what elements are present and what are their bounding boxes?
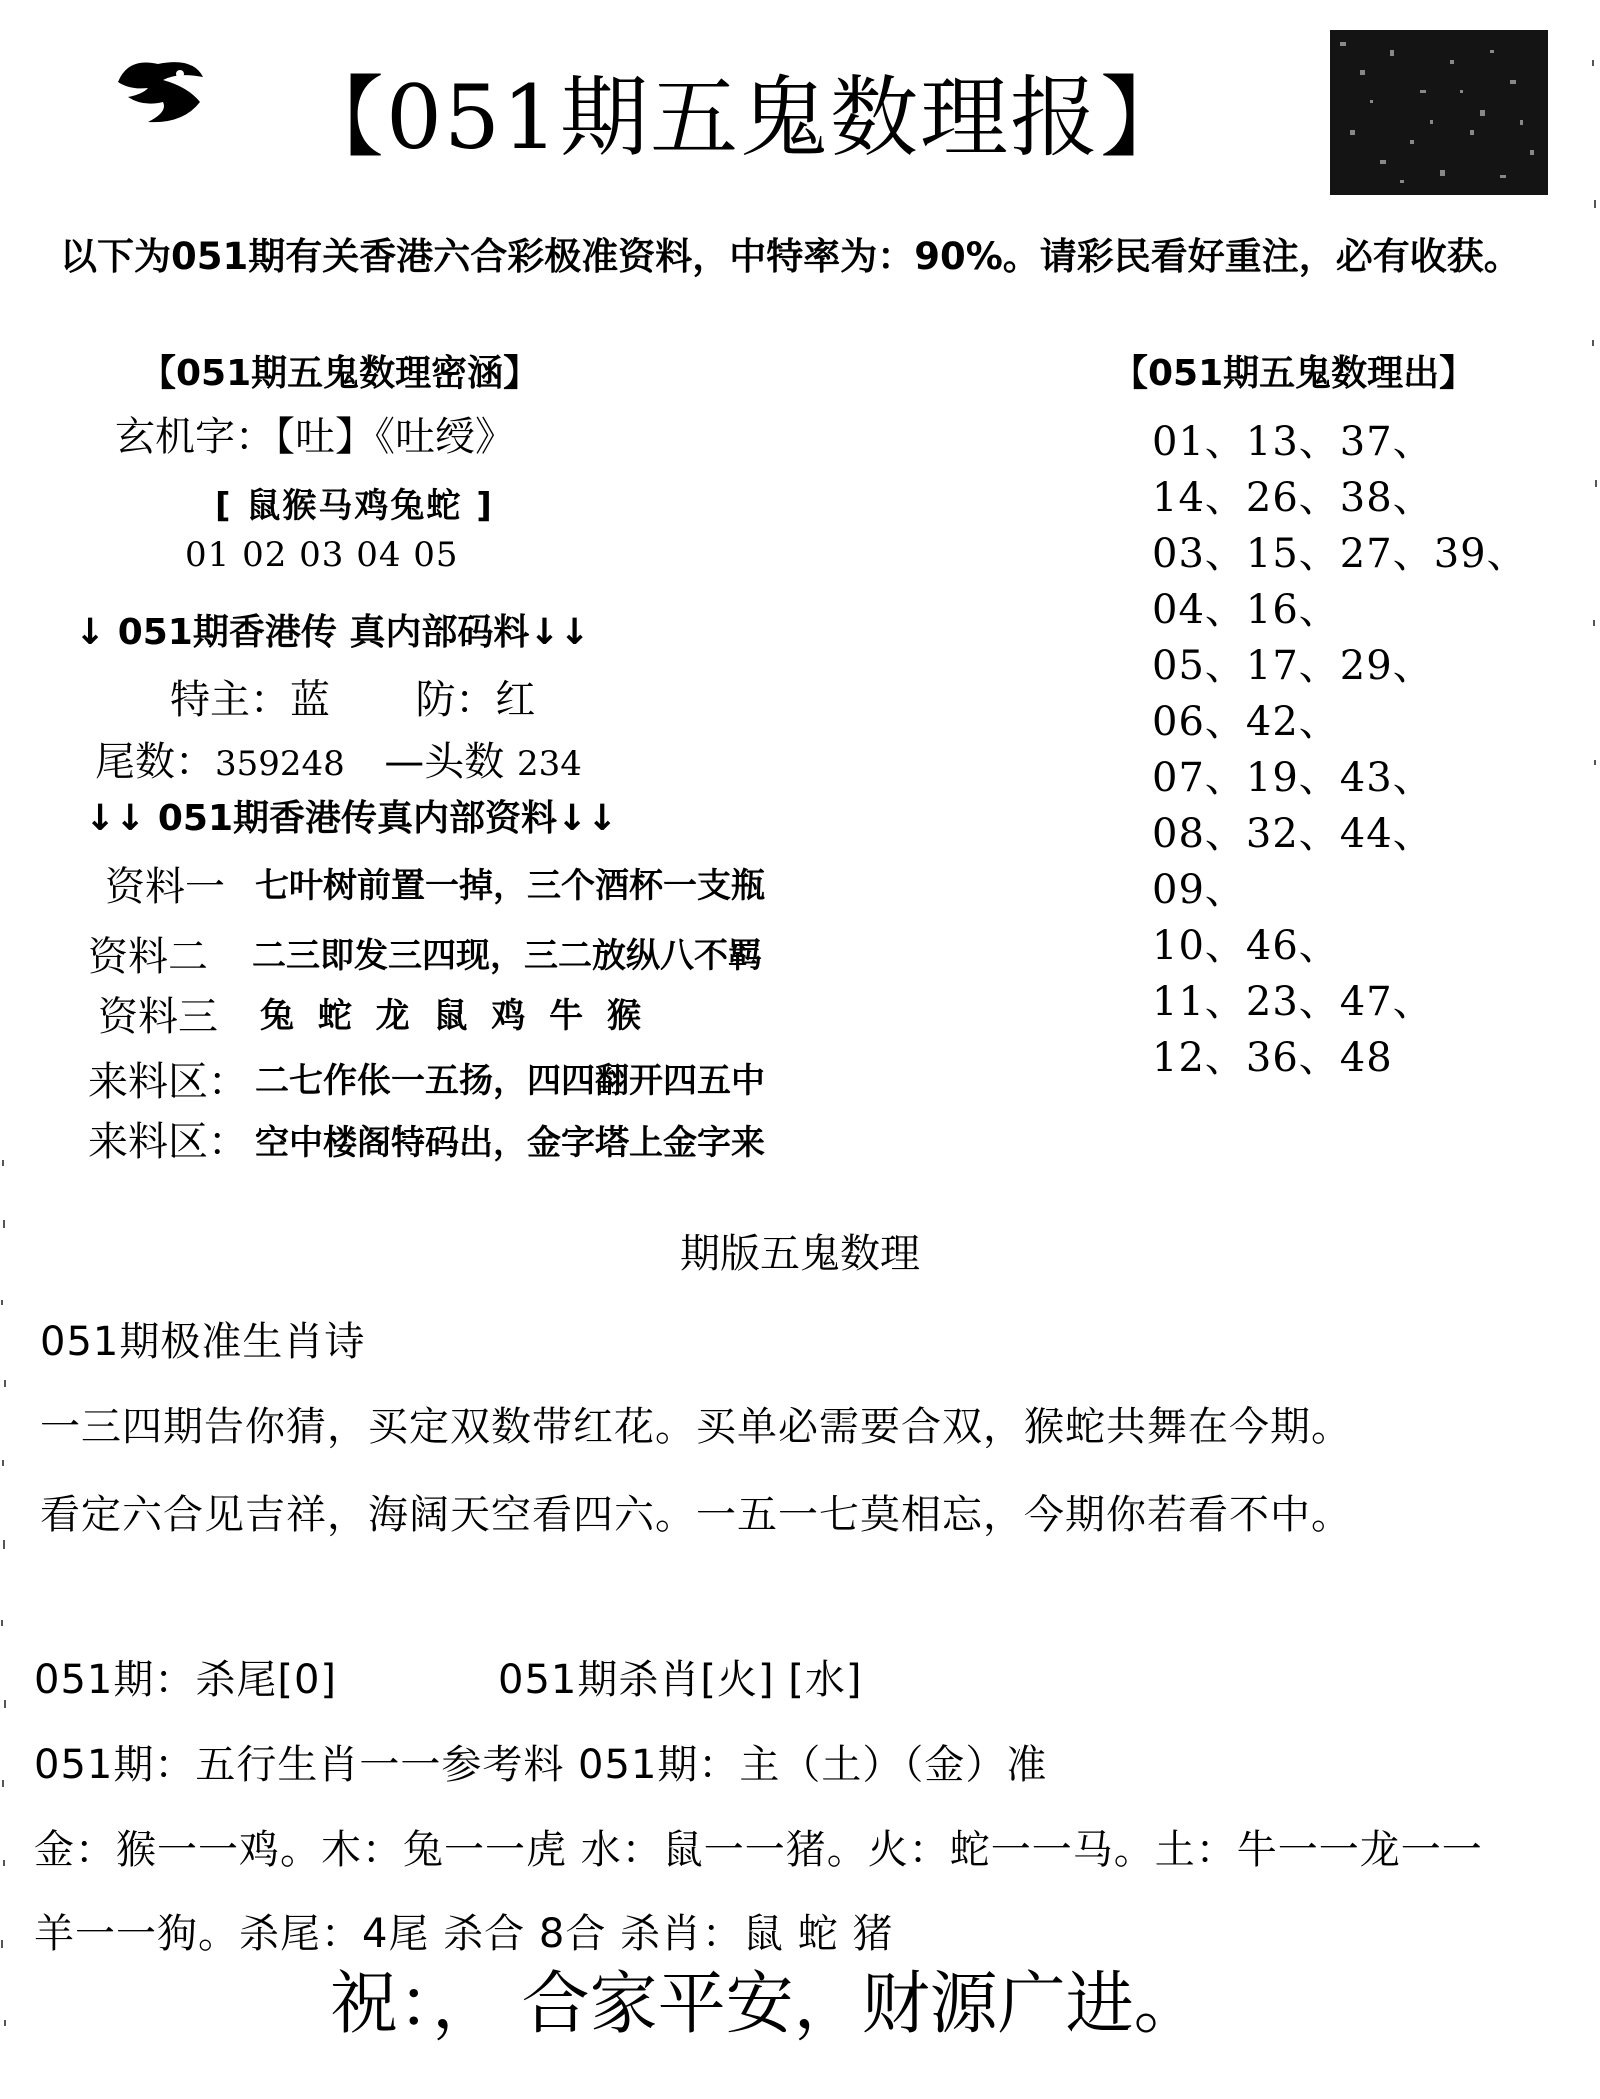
inner-info-title: ↓↓ 051期香港传真内部资料↓↓ bbox=[85, 798, 618, 839]
list-item: 10、46、 bbox=[1152, 923, 1340, 969]
right-section-title: 【051期五鬼数理出】 bbox=[1112, 353, 1476, 394]
info-item-text: 兔 蛇 龙 鼠 鸡 牛 猴 bbox=[260, 996, 648, 1036]
list-item: 04、16、 bbox=[1152, 587, 1340, 633]
tail-head-row bbox=[95, 730, 582, 787]
info-item-label: 资料三 bbox=[98, 994, 218, 1040]
info-item-text: 七叶树前置一掉，三个酒杯一支瓶 bbox=[255, 866, 765, 906]
info-item-label: 来料区： bbox=[88, 1059, 248, 1105]
poem-line: 看定六合见吉祥，海阔天空看四六。一五一七莫相忘，今期你若看不中。 bbox=[40, 1492, 1352, 1538]
xuanji-value: 【吐】《吐绶》 bbox=[275, 414, 515, 460]
list-item: 08、32、44、 bbox=[1152, 811, 1434, 857]
info-item-label: 资料一 bbox=[105, 864, 225, 910]
list-item: 12、36、48 bbox=[1152, 1035, 1393, 1081]
list-item: 01、13、37、 bbox=[1152, 419, 1434, 465]
numbers-line: 01 02 03 04 05 bbox=[185, 535, 459, 575]
list-item: 05、17、29、 bbox=[1152, 643, 1434, 689]
info-item-label: 来料区： bbox=[88, 1119, 248, 1165]
wuxing-line: 051期：五行生肖一一参考料 051期：主（土）（金）准 bbox=[34, 1742, 1048, 1788]
kill-tail: 051期：杀尾[0] bbox=[34, 1657, 338, 1703]
head-value: 234 bbox=[516, 744, 582, 784]
list-item: 06、42、 bbox=[1152, 699, 1340, 745]
left-section-title: 【051期五鬼数理密涵】 bbox=[140, 353, 540, 394]
page-title: 【051期五鬼数理报】 bbox=[296, 66, 1190, 169]
poem-line: 一三四期告你猜，买定双数带红花。买单必需要合双，猴蛇共舞在今期。 bbox=[40, 1404, 1352, 1450]
tail-value: 359248 bbox=[215, 744, 345, 784]
mid-title: 期版五鬼数理 bbox=[680, 1231, 920, 1277]
zodiac-line: [ 鼠猴马鸡兔蛇 ] bbox=[215, 486, 494, 526]
elements-line: 羊一一狗。杀尾：4尾 杀合 8合 杀肖：鼠 蛇 猪 bbox=[34, 1911, 894, 1957]
tail-label: 尾数： bbox=[95, 739, 215, 785]
qr-code-icon bbox=[1330, 30, 1548, 195]
intro-text: 以下为051期有关香港六合彩极准资料，中特率为：90%。请彩民看好重注，必有收获。 bbox=[60, 235, 1521, 278]
head-label: —头数 bbox=[384, 739, 505, 785]
elements-line: 金：猴一一鸡。木：兔一一虎 水：鼠一一猪。火：蛇一一马。土：牛一一龙一一 bbox=[34, 1827, 1483, 1873]
info-item-text: 二三即发三四现，三二放纵八不羁 bbox=[252, 936, 762, 976]
scan-edge-right bbox=[1586, 0, 1600, 2099]
inner-code-title: ↓ 051期香港传 真内部码料↓↓ bbox=[75, 612, 590, 653]
fang-label: 防：红 bbox=[415, 677, 536, 723]
kill-xiao: 051期杀肖[火] [水] bbox=[498, 1657, 863, 1703]
dragon-logo-icon bbox=[108, 52, 213, 132]
list-item: 11、23、47、 bbox=[1152, 979, 1434, 1025]
te-label: 特主：蓝 bbox=[170, 677, 330, 723]
list-item: 03、15、27、39、 bbox=[1152, 531, 1528, 577]
list-item: 07、19、43、 bbox=[1152, 755, 1434, 801]
info-item-text: 空中楼阁特码出，金字塔上金字来 bbox=[255, 1123, 765, 1163]
poem-title: 051期极准生肖诗 bbox=[40, 1319, 366, 1365]
list-item: 09、 bbox=[1152, 867, 1246, 913]
te-fang-row bbox=[170, 668, 535, 725]
info-item-label: 资料二 bbox=[88, 934, 208, 980]
xuanji-row bbox=[115, 405, 515, 462]
list-item: 14、26、38、 bbox=[1152, 475, 1434, 521]
xuanji-label: 玄机字： bbox=[115, 414, 275, 460]
scan-edge-left bbox=[0, 0, 14, 2099]
blessing: 祝：， 合家平安，财源广进。 bbox=[330, 1965, 1202, 2044]
info-item-text: 二七作伥一五扬，四四翻开四五中 bbox=[255, 1061, 765, 1101]
